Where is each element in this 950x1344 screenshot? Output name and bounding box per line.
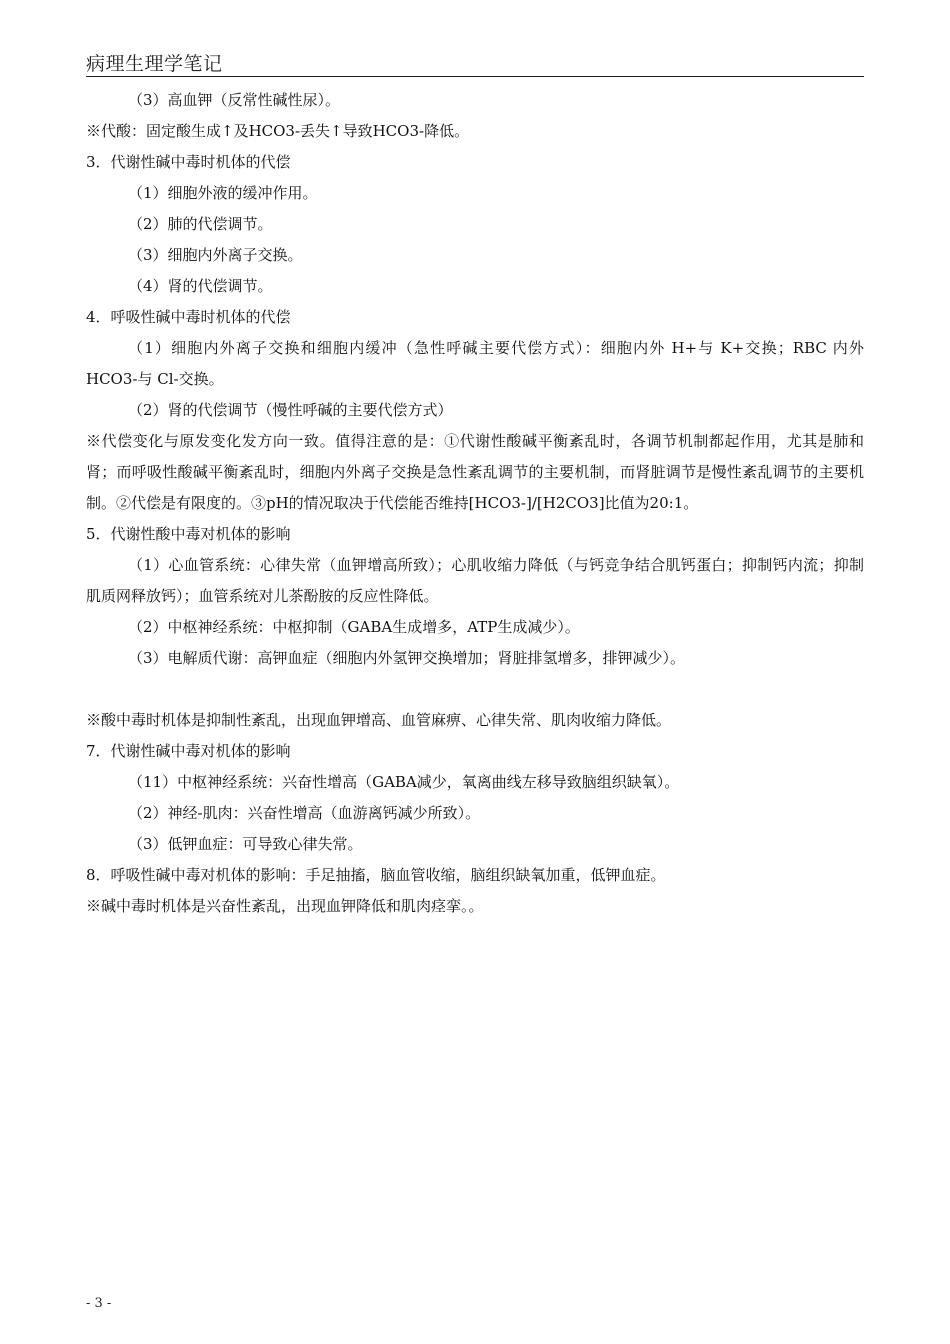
note-line: ※酸中毒时机体是抑制性紊乱，出现血钾增高、血管麻痹、心律失常、肌肉收缩力降低。	[86, 711, 672, 729]
document-body	[86, 85, 864, 922]
text-line: （3）电解质代谢：高钾血症（细胞内外氢钾交换增加；肾脏排氢增多，排钾减少）。	[128, 649, 686, 667]
section-heading: 8．呼吸性碱中毒对机体的影响：手足抽搐，脑血管收缩，脑组织缺氧加重，低钾血症。	[86, 866, 666, 884]
text-line: （2）神经-肌肉：兴奋性增高（血游离钙减少所致）。	[128, 804, 481, 822]
text-line: （3）低钾血症：可导致心律失常。	[128, 835, 363, 853]
paragraph: （1）细胞内外离子交换和细胞内缓冲（急性呼碱主要代偿方式）：细胞内外 H+与 K+交换；RBC 内外HCO3-与 Cl-交换。	[86, 339, 864, 388]
text-line: （3）细胞内外离子交换。	[128, 246, 303, 264]
text-line: （3）高血钾（反常性碱性尿）。	[128, 91, 341, 109]
note-line: ※代酸：固定酸生成↑及HCO3-丢失↑导致HCO3-降低。	[86, 122, 470, 140]
document-title: 病理生理学笔记	[86, 53, 223, 75]
paragraph: （1）心血管系统：心律失常（血钾增高所致）；心肌收缩力降低（与钙竞争结合肌钙蛋白；抑制钙内流；抑制肌质网释放钙）；血管系统对儿茶酚胺的反应性降低。	[86, 556, 864, 605]
section-heading: 3．代谢性碱中毒时机体的代偿	[86, 153, 291, 171]
text-line: （4）肾的代偿调节。	[128, 277, 273, 295]
text-line: （1）细胞外液的缓冲作用。	[128, 184, 318, 202]
note-line: ※碱中毒时机体是兴奋性紊乱，出现血钾降低和肌肉痉挛。。	[86, 897, 484, 915]
section-heading: 4．呼吸性碱中毒时机体的代偿	[86, 308, 291, 326]
page-number: - 3 -	[86, 1296, 112, 1311]
note-paragraph: ※代偿变化与原发变化发方向一致。值得注意的是：①代谢性酸碱平衡紊乱时，各调节机制都起作用，尤其是肺和肾；而呼吸性酸碱平衡紊乱时，细胞内外离子交换是急性紊乱调节的主要机制，而肾脏调节是慢性紊乱调节的主要机制。②代偿是有限度的。③pH的情况取决于代偿能否维持[HCO3-]/[H2CO3]比值为20:1。	[86, 432, 864, 512]
page-header	[86, 46, 864, 77]
text-line: （11）中枢神经系统：兴奋性增高（GABA减少，氧离曲线左移导致脑组织缺氧）。	[128, 773, 680, 791]
section-heading: 7．代谢性碱中毒对机体的影响	[86, 742, 291, 760]
text-line: （2）肾的代偿调节（慢性呼碱的主要代偿方式）	[128, 401, 453, 419]
text-line: （2）中枢神经系统：中枢抑制（GABA生成增多，ATP生成减少）。	[128, 618, 580, 636]
text-line: （2）肺的代偿调节。	[128, 215, 273, 233]
section-heading: 5．代谢性酸中毒对机体的影响	[86, 525, 291, 543]
blank-line	[86, 674, 864, 705]
